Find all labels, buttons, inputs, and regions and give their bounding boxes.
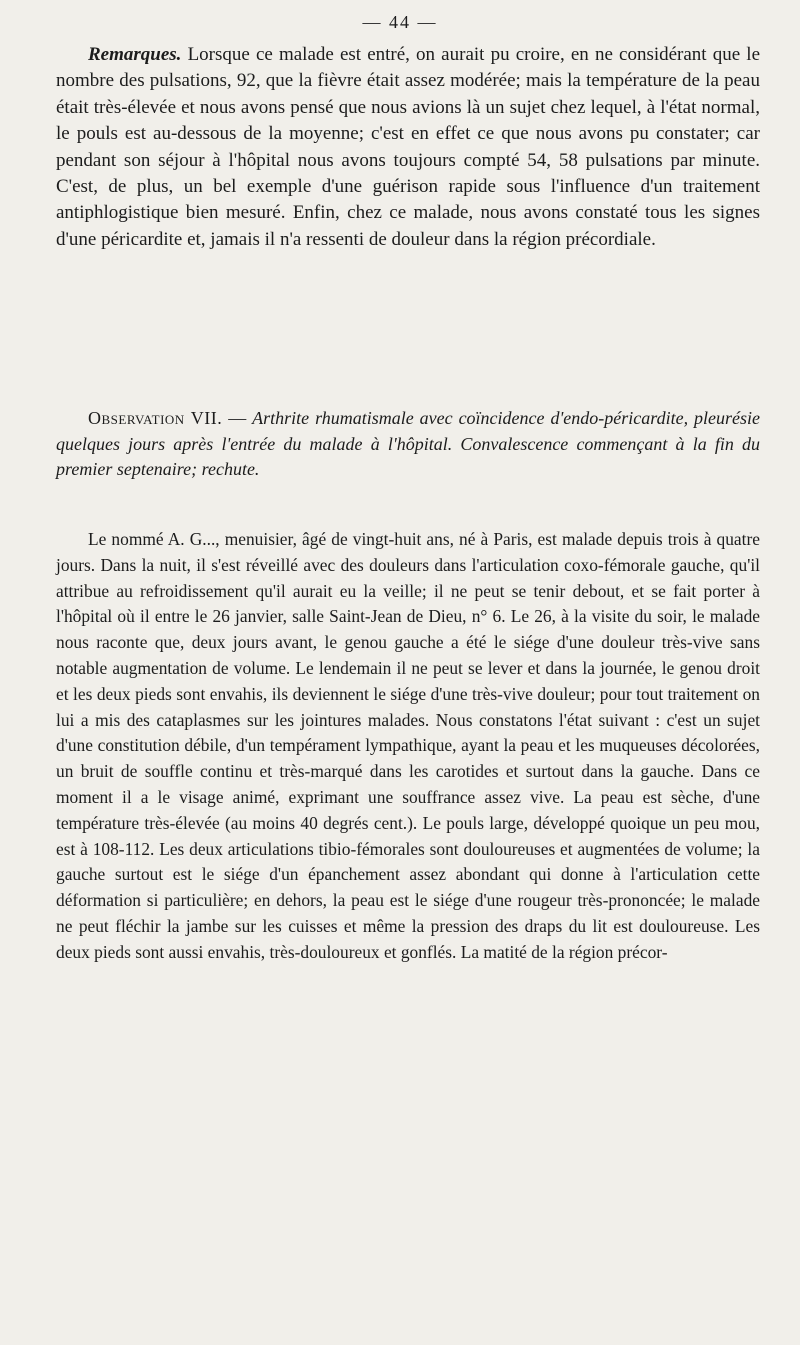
observation-label: Observation VII. <box>88 408 223 428</box>
remarks-paragraph <box>56 42 760 253</box>
observation-heading <box>56 406 760 483</box>
observation-title: Arthrite rhumatismale avec coïncidence d'endo-péricardite, pleurésie quelques jours après l'entrée du malade à l'hôpital. Convalescence commençant à la fin du premier septenaire; rechute. <box>56 408 761 479</box>
remarks-text: Lorsque ce malade est entré, on aurait pu croire, en ne considérant que le nombre des pulsations, 92, que la fièvre était assez modérée; mais la température de la peau était très-élevée et nous avons pensé que nous avions là un sujet chez lequel, à l'état normal, le pouls est au-dessous de la moyenne; c'est en effet ce que nous avons pu constater; car pendant son séjour à l'hôpital nous avons toujours compté 54, 58 pulsations par minute. C'est, de plus, un bel exemple d'une guérison rapide sous l'influence d'un traitement antiphlogistique bien mesuré. Enfin, chez ce malade, nous avons constaté tous les signes d'une péricardite et, jamais il n'a ressenti de douleur dans la région précordiale. <box>56 44 760 250</box>
page-number: — 44 — <box>362 12 438 32</box>
observation-separator: — <box>222 408 253 428</box>
observation-body: Le nommé A. G..., menuisier, âgé de vingt-huit ans, né à Paris, est malade depuis trois à quatre jours. Dans la nuit, il s'est réveillé avec des douleurs dans l'articulation coxo-fémorale gauche, qu'il attribue au refroidissement qu'il aurait eu la veille; il ne peut se tenir debout, et se fait porter à l'hôpital où il entre le 26 janvier, salle Saint-Jean de Dieu, n° 6. Le 26, à la visite du soir, le malade nous raconte que, deux jours avant, le genou gauche a été le siége d'une douleur très-vive sans notable augmentation de volume. Le lendemain il ne peut se lever et dans la journée, le genou droit et les deux pieds sont envahis, ils deviennent le siége d'une très-vive douleur; pour tout traitement on lui a mis des cataplasmes sur les jointures malades. Nous constatons l'état suivant : c'est un sujet d'une constitution débile, d'un tempérament lympathique, ayant la peau et les muqueuses décolorées, un bruit de souffle continu et très-marqué dans les carotides et surtout dans la gauche. Dans ce moment il a le visage animé, exprimant une souffrance assez vive. La peau est sèche, d'une température très-élevée (au moins 40 degrés cent.). Le pouls large, développé quoique un peu mou, est à 108-112. Les deux articulations tibio-fémorales sont douloureuses et augmentées de volume; la gauche surtout est le siége d'un épanchement assez abondant qui donne à l'articulation cette déformation si particulière; en dehors, la peau est le siége d'une rougeur très-prononcée; le malade ne peut fléchir la jambe sur les cuisses et même la pression des draps du lit est douloureuse. Les deux pieds sont aussi envahis, très-douloureux et gonflés. La matité de la région précor- <box>56 529 760 962</box>
remarks-lead: Remarques. <box>88 44 182 65</box>
